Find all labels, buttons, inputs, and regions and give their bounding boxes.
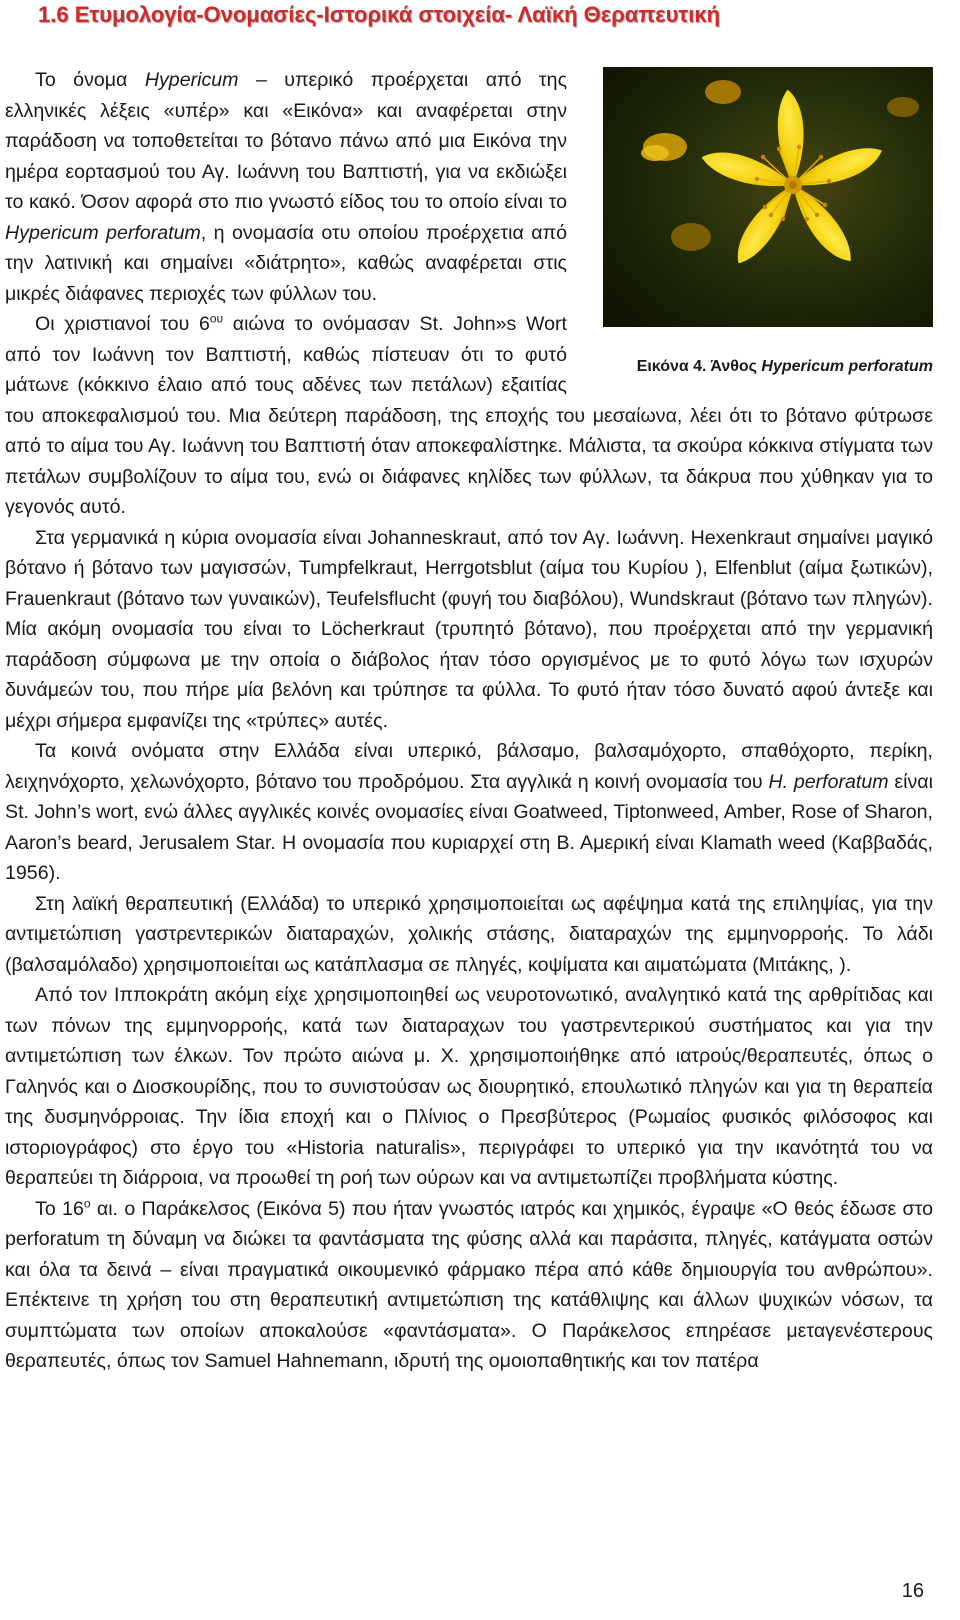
yellow-flower-photo-icon: [603, 67, 933, 327]
page-number: 16: [901, 1580, 924, 1602]
text-run: – υπερικό προέρχεται από της ελληνικές λέξεις «υπέρ» και «Εικόνα» και αναφέρεται στην παράδοση να τοποθετείται το βότανο πάνω από μια Εικόνα την ημέρα εορτασμού του Αγ. Ιωάννη του Βαπτιστή, για να εκδιώξει το κακό. Όσον αφορά στο πιο γνωστό είδος του το οποίο είναι το: [5, 69, 568, 213]
caption-label: Εικόνα 4.: [636, 358, 707, 375]
text-run: Τα κοινά ονόματα στην Ελλάδα είναι υπερικό, βάλσαμο, βαλσαμόχορτο, σπαθόχορτο, περίκη, λειχηνόχορτο, χελωνόχορτο, βότανο του προδρόμου. Στα αγγλικά η κοινή ονομασία του: [5, 740, 933, 793]
italic-term: Hypericum perforatum: [5, 221, 201, 244]
paragraph-4: [5, 736, 933, 889]
paragraph-5: Στη λαϊκή θεραπευτική (Ελλάδα) το υπερικό χρησιμοποιείται ως αφέψημα κατά της επιληψίας, για την αντιμετώπιση γαστρεντερικών διαταραχών, χολικής στάσης, διαταραχών της εμμηνορροής. Το λάδι (βαλσαμόλαδο) χρησιμοποιείται ως κατάπλασμα σε πληγές, κοψίματα και αιματώματα (Μιτάκης, ).: [5, 892, 933, 976]
paragraph-6: Από τον Ιπποκράτη ακόμη είχε χρησιμοποιηθεί ως νευροτονωτικό, αναλγητικό κατά της αρθρίτιδας και των πόνων της εμμηνορροής, κατά των διαταραχων του γαστρεντερικού συστήματος και για την αντιμετώπιση των έλκων. Τον πρώτο αιώνα μ. Χ. χρησιμοποιήθηκε από ιατρούς/θεραπευτές, όπως ο Γαληνός και ο Διοσκουρίδης, που το συνιστούσαν ως διουρητικό, επουλωτικό πληγών και για τη θεραπεία της δυσμηνόρροιας. Την ίδια εποχή και ο Πλίνιος ο Πρεσβύτερος (Ρωμαίος φυσικός φιλόσοφος και ιστοριογράφος) στο έργο του «Historia naturalis», περιγράφει το υπερικό για την ικανότητά του να θεραπεύει τη διάρροια, να προωθεί τη ροή των ούρων και να αντιμετωπίζει προβλήματα κύστης.: [5, 984, 933, 1189]
figure: [593, 65, 933, 388]
caption-species: Hypericum perforatum: [761, 358, 933, 375]
italic-term: H. perforatum: [768, 770, 889, 793]
body-text: [5, 65, 933, 1377]
paragraph-7: [5, 1194, 933, 1377]
italic-term: Hypericum: [144, 69, 239, 91]
text-run: Το όνομα: [35, 69, 145, 91]
superscript: ου: [209, 311, 224, 326]
text-run: , η ονομασία οτυ οποίου προέρχετια από την λατινική και σημαίνει «διάτρητο», καθώς αναφέρεται στις μικρές διάφανες περιοχές των φύλλων του.: [5, 221, 567, 305]
figure-caption: [597, 352, 933, 383]
text-run: αι. ο Παράκελσος (Εικόνα 5) που ήταν γνωστός ιατρός και χημικός, έγραψε «Ο θεός έδωσε στο perforatum τη δύναμη να διώκει τα φαντάσματα της φύσης αλλά και παράσιτα, πληγές, κατάγματα οστών και όλα τα δεινά – είναι πραγματικά οικουμενικό φάρμακο πέρα από κάθε δημιουργία του ανθρώπου». Επέκτεινε τη χρήση του στη θεραπευτική αντιμετώπιση της κατάθλιψης και άλλων ψυχικών νόσων, τα συμπτώματα των οποίων αποκαλούσε «φαντάσματα». Ο Παράκελσος επηρέασε μεταγενέστερους θεραπευτές, όπως τον Samuel Hahnemann, ιδρυτή της ομοιοπαθητικής και τον πατέρα: [5, 1197, 933, 1372]
section-title: 1.6 Ετυμολογία-Ονομασίες-Ιστορικά στοιχεία- Λαϊκή Θεραπευτική: [38, 2, 721, 27]
paragraph-3: Στα γερμανικά η κύρια ονομασία είναι Johanneskraut, από τον Αγ. Ιωάννη. Hexenkraut σημαίνει μαγικό βότανο ή βότανο των μαγισσών, Tumpfelkraut, Herrgotsblut (αίμα του Κυρίου ), Elfenblut (αίμα ξωτικών), Frauenkraut (βότανο των γυναικών), Teufelsflucht (φυγή του διαβόλου), Wundskraut (βότανο των πληγών). Μία ακόμη ονομασία του είναι το Löcherkraut (τρυπητό βότανο), που προέρχεται από την γερμανική παράδοση σύμφωνα με την οποία ο διάβολος ήταν τόσο οργισμένος με το φυτό λόγω των ισχυρών δυνάμεών του, που πήρε μία βελόνη και τρύπησε τα φύλλα. Το φυτό ήταν τόσο δυνατό αφού άντεξε και μέχρι σήμερα εμφανίζει της «τρύπες» αυτές.: [5, 526, 933, 732]
text-run: Το 16: [35, 1197, 84, 1220]
superscript: ο: [83, 1195, 91, 1210]
text-run: αιώνα το ονόμασαν St. John»s Wort από τον Ιωάννη τον Βαπτιστή, καθώς πίστευαν ότι το φυτό μάτωνε (κόκκινο έλαιο από τους αδένες των πετάλων) εξαιτίας του αποκεφαλισμού του. Μια δεύτερη παράδοση, της εποχής του μεσαίωνα, λέει ότι το βότανο φύτρωσε από το αίμα του Αγ. Ιωάννη του Βαπτιστή όταν αποκεφαλίστηκε. Μάλιστα, τα σκούρα κόκκινα στίγματα των πετάλων συμβολίζουν το αίμα του, ενώ οι διάφανες κηλίδες των φύλλων, τα δάκρυα που χύθηκαν για το γεγονός αυτό.: [5, 313, 933, 518]
text-run: Οι χριστιανοί του 6: [35, 313, 210, 335]
caption-text: Άνθος: [706, 358, 762, 375]
text-run: είναι St. John’s wort, ενώ άλλες αγγλικές κοινές ονομασίες είναι Goatweed, Tiptonweed, Amber, Rose of Sharon, Aaron’s beard, Jerusalem Star. Η ονομασία που κυριαρχεί στη Β. Αμερική είναι Klamath weed (Καββαδάς, 1956).: [5, 770, 933, 884]
